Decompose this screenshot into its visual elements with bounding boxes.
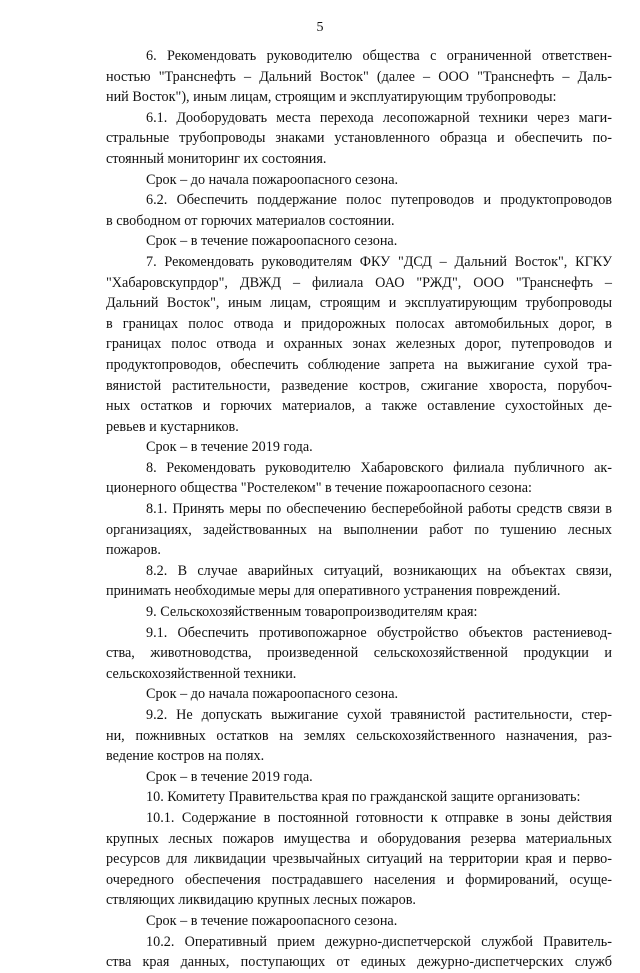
- text-line: ства края данных, поступающих от единых дежурно-диспетчерских служб: [106, 954, 612, 971]
- paragraph: [106, 437, 612, 458]
- paragraph: [106, 252, 612, 437]
- text-line: "Хабаровскупрдор", ДВЖД – филиала ОАО "РЖД", ООО "Транснефть –: [106, 274, 612, 291]
- text-line: ных остатков и горючих материалов, а также оставление сухостойных де-: [106, 398, 612, 415]
- text-line: ревьев и кустарников.: [106, 418, 239, 435]
- text-line: 10. Комитету Правительства края по гражданской защите организовать:: [146, 789, 581, 806]
- text-line: Срок – в течение 2019 года.: [146, 768, 313, 785]
- text-line: Срок – до начала пожароопасного сезона.: [146, 686, 399, 703]
- text-line: в границах полос отвода и придорожных полосах автомобильных дорог, в: [106, 315, 612, 332]
- text-line: Срок – до начала пожароопасного сезона.: [146, 171, 399, 188]
- text-line: Срок – в течение пожароопасного сезона.: [146, 912, 398, 929]
- page-number: 5: [316, 20, 324, 35]
- text-line: пожаров.: [106, 542, 161, 559]
- text-line: Дальний Восток", иным лицам, строящим и эксплуатирующим трубопроводы: [106, 295, 612, 312]
- text-line: ционерного общества "Ростелеком" в течение пожароопасного сезона:: [106, 480, 532, 497]
- text-line: очередного обеспечения пострадавшего населения и формирований, осуще-: [106, 871, 612, 888]
- text-line: 8. Рекомендовать руководителю Хабаровского филиала публичного ак-: [146, 459, 612, 476]
- text-line: 6.2. Обеспечить поддержание полос путепроводов и продуктопроводов: [146, 192, 612, 209]
- paragraph: [106, 46, 612, 108]
- text-line: ведение костров на полях.: [106, 748, 265, 765]
- paragraph: [106, 623, 612, 685]
- text-line: ни, пожнивных остатков на землях сельскохозяйственного назначения, раз-: [106, 727, 612, 744]
- paragraph: [106, 787, 612, 808]
- text-line: продуктопроводов, обеспечить соблюдение запрета на выжигание сухой тра-: [106, 356, 612, 373]
- paragraph: [106, 911, 612, 932]
- text-line: сельскохозяйственной техники.: [106, 665, 297, 682]
- text-line: 10.1. Содержание в постоянной готовности к отправке в зоны действия: [146, 809, 612, 826]
- text-line: 9.1. Обеспечить противопожарное обустройство объектов растениевод-: [146, 624, 612, 641]
- text-line: ствляющих ликвидацию крупных лесных пожаров.: [106, 892, 416, 909]
- text-line: 6.1. Дооборудовать места перехода лесопожарной техники через маги-: [146, 109, 612, 126]
- text-line: стральные трубопроводы знаками установленного образца и обеспечить по-: [106, 130, 612, 147]
- text-line: 8.2. В случае аварийных ситуаций, возникающих на объектах связи,: [146, 562, 612, 579]
- paragraph: [106, 705, 612, 767]
- paragraph: [106, 499, 612, 561]
- paragraph: [106, 684, 612, 705]
- text-line: Срок – в течение пожароопасного сезона.: [146, 233, 398, 250]
- text-line: организациях, задействованных на выполнении работ по тушению лесных: [106, 521, 612, 538]
- text-line: 7. Рекомендовать руководителям ФКУ "ДСД – Дальний Восток", КГКУ: [146, 253, 612, 270]
- paragraph: [106, 190, 612, 231]
- paragraph: [106, 602, 612, 623]
- text-line: ний Восток"), иным лицам, строящим и эксплуатирующим трубопроводы:: [106, 89, 557, 106]
- document-body: [106, 46, 612, 973]
- text-line: вянистой растительности, разведение костров, сжигание хвороста, порубоч-: [106, 377, 612, 394]
- text-line: 9.2. Не допускать выжигание сухой травянистой растительности, стер-: [146, 707, 612, 723]
- text-line: границах полос отвода и охранных зонах железных дорог, путепроводов и: [106, 336, 612, 353]
- text-line: 10.2. Оперативный прием дежурно-диспетчерской службой Правитель-: [146, 933, 612, 950]
- text-line: ства, животноводства, произведенной сельскохозяйственной продукции и: [106, 645, 612, 662]
- paragraph: [106, 932, 612, 973]
- paragraph: [106, 170, 612, 191]
- paragraph: [106, 231, 612, 252]
- text-line: принимать необходимые меры для оперативного устранения повреждений.: [106, 583, 561, 600]
- text-line: Срок – в течение 2019 года.: [146, 439, 313, 456]
- text-line: ностью "Транснефть – Дальний Восток" (далее – ООО "Транснефть – Даль-: [106, 68, 612, 85]
- text-line: 9. Сельскохозяйственным товаропроизводителям края:: [146, 604, 478, 621]
- text-line: 8.1. Принять меры по обеспечению бесперебойной работы средств связи в: [146, 501, 612, 518]
- paragraph: [106, 808, 612, 911]
- text-line: в свободном от горючих материалов состоянии.: [106, 212, 395, 229]
- paragraph: [106, 108, 612, 170]
- text-line: крупных лесных пожаров имущества и оборудования резерва материальных: [106, 830, 612, 847]
- text-line: ресурсов для ликвидации чрезвычайных ситуаций на территории края и перво-: [106, 851, 612, 868]
- text-line: 6. Рекомендовать руководителю общества с ограниченной ответствен-: [146, 48, 612, 64]
- text-line: стоянный мониторинг их состояния.: [106, 150, 327, 167]
- paragraph: [106, 767, 612, 788]
- paragraph: [106, 561, 612, 602]
- paragraph: [106, 458, 612, 499]
